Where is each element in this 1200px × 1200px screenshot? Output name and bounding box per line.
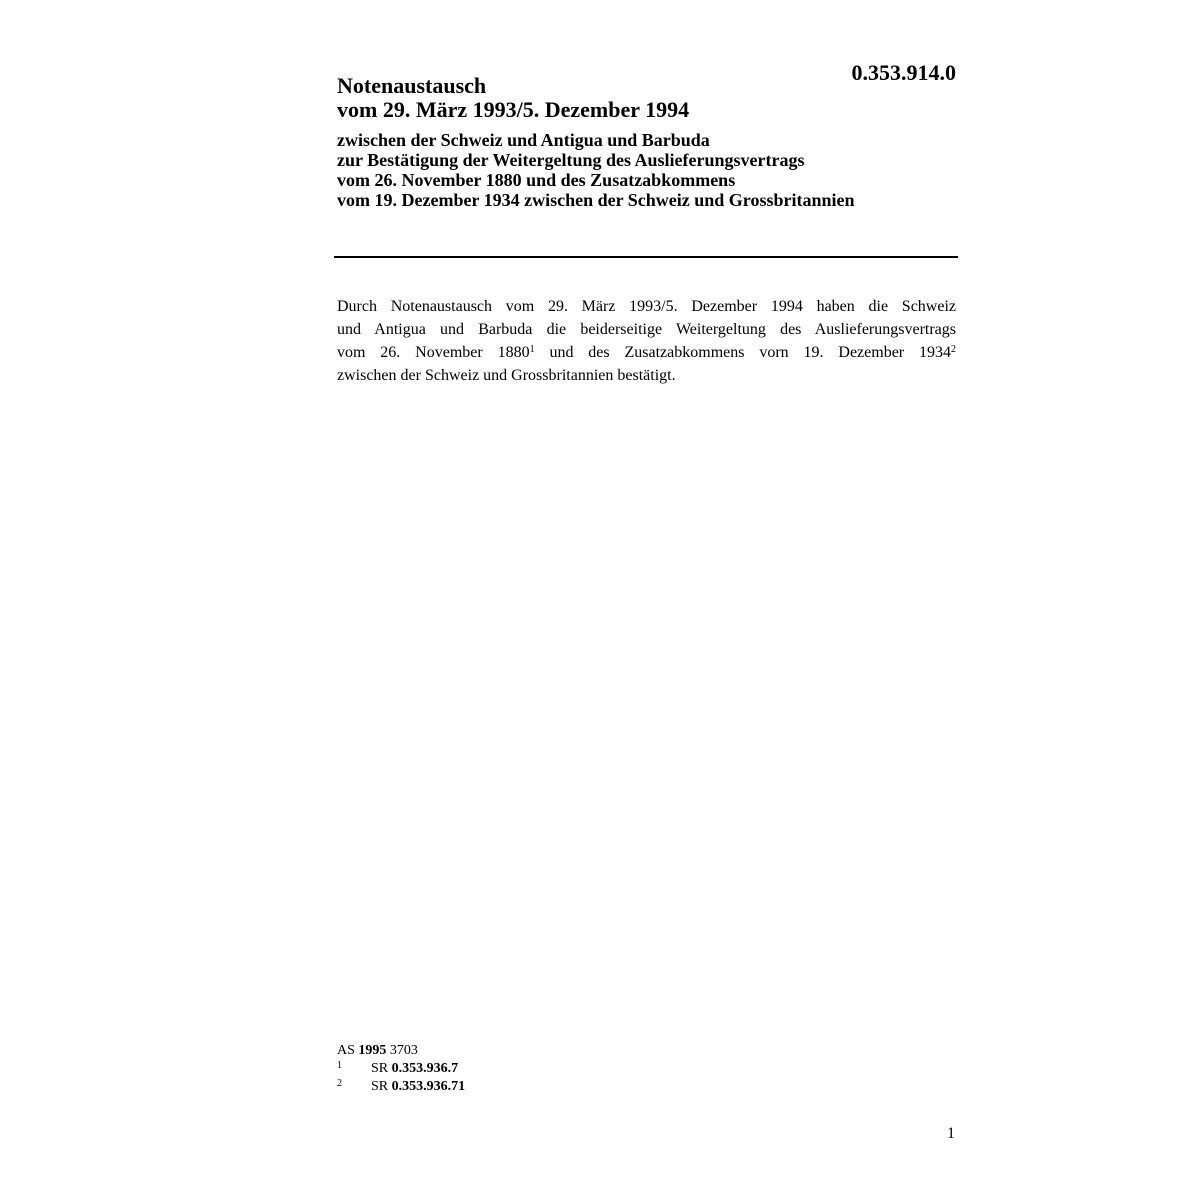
footnote-number: 2 xyxy=(337,1078,342,1089)
footnote-text xyxy=(371,1060,458,1078)
footnote-prefix: SR xyxy=(371,1061,392,1076)
subtitle-line: zur Bestätigung der Weitergeltung des Auslieferungsvertrags xyxy=(337,150,805,170)
as-prefix: AS xyxy=(337,1043,359,1058)
footnote-ref-2[interactable]: 2 xyxy=(951,344,956,355)
body-text-segment: und des Zusatzabkommens vorn 19. Dezember 1934 xyxy=(534,344,951,361)
footnote-sr-ref[interactable]: 0.353.936.7 xyxy=(391,1061,459,1076)
footnotes xyxy=(337,1042,737,1096)
body-line xyxy=(337,341,956,364)
body-line: zwischen der Schweiz und Grossbritannien bestätigt. xyxy=(337,367,676,384)
document-subtitle xyxy=(337,130,957,210)
footnote-1 xyxy=(337,1060,737,1078)
footnote-text xyxy=(371,1078,465,1096)
as-page: 3703 xyxy=(386,1043,418,1058)
body-paragraph xyxy=(337,295,956,387)
sr-number: 0.353.914.0 xyxy=(851,60,956,85)
footnote-number: 1 xyxy=(337,1060,342,1071)
as-year: 1995 xyxy=(358,1043,387,1058)
subtitle-line: vom 19. Dezember 1934 zwischen der Schweiz und Grossbritannien xyxy=(337,190,855,210)
subtitle-line: zwischen der Schweiz und Antigua und Barbuda xyxy=(337,130,710,150)
footnote-ref-1[interactable]: 1 xyxy=(529,344,535,355)
title-line: vom 29. März 1993/5. Dezember 1994 xyxy=(337,97,690,122)
title-line: Notenaustausch xyxy=(337,73,487,98)
as-reference xyxy=(337,1042,737,1060)
page-number: 1 xyxy=(947,1125,955,1142)
subtitle-line: vom 26. November 1880 und des Zusatzabkommens xyxy=(337,170,736,190)
footnote-sr-ref[interactable]: 0.353.936.71 xyxy=(391,1079,466,1094)
horizontal-rule xyxy=(334,256,958,258)
body-line: Durch Notenaustausch vom 29. März 1993/5. Dezember 1994 haben die Schweiz xyxy=(337,298,956,315)
document-title xyxy=(337,74,957,122)
body-line: und Antigua und Barbuda die beiderseitige Weitergeltung des Auslieferungsvertrags xyxy=(337,321,956,338)
footnote-2 xyxy=(337,1078,737,1096)
footnote-prefix: SR xyxy=(371,1079,392,1094)
body-text-segment: vom 26. November 1880 xyxy=(337,344,530,361)
